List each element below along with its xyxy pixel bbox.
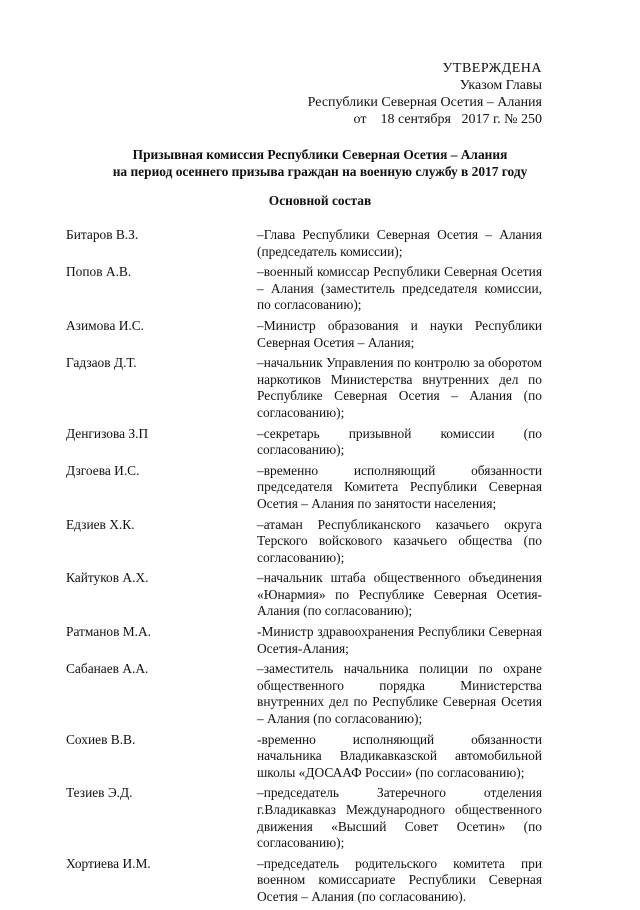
member-row [0, 227, 640, 260]
member-role: –председатель Затеречного отделения г.Владикавказ Международного общественного движения «Высший Совет Осетин» (по согласованию); [257, 785, 542, 851]
member-role: –Глава Республики Северная Осетия – Алания (председатель комиссии); [257, 227, 542, 259]
approval-line-2: Республики Северная Осетия – Алания [307, 95, 542, 110]
member-name: Битаров В.З. [66, 227, 139, 242]
member-role: –начальник штаба общественного объединения «Юнармия» по Республике Северная Осетия-Алания (по согласованию); [257, 570, 542, 619]
composition-subheading: Основной состав [268, 193, 372, 208]
member-row [0, 785, 640, 851]
member-name: Тезиев Э.Д. [66, 785, 133, 801]
heading-line-1: Призывная комиссия Республики Северная Осетия – Алания [132, 147, 508, 162]
member-name: Кайтуков А.Х. [66, 570, 149, 586]
member-role: -временно исполняющий обязанности начальника Владикавказской автомобильной школы «ДОСААФ России» (по согласованию); [257, 731, 542, 780]
member-role: –военный комиссар Республики Северная Осетия – Алания (заместитель председателя комиссии, по согласованию); [257, 264, 542, 313]
member-row [0, 426, 640, 459]
member-role: –секретарь призывной комиссии (по согласованию); [257, 425, 542, 458]
member-name: Попов А.В. [66, 264, 132, 280]
approval-line-3: от 18 сентября 2017 г. № 250 [353, 112, 542, 127]
member-role: –начальник Управления по контролю за оборотом наркотиков Министерства внутренних дел по Республике Северная Осетия – Алания (по согласованию); [257, 355, 542, 420]
member-name: Ратманов М.А. [66, 624, 152, 640]
member-name: Сохиев В.В. [66, 731, 136, 747]
member-row [0, 355, 640, 421]
member-row [0, 661, 640, 727]
member-role: –председатель родительского комитета при военном комиссариате Республики Северная Осетия – Алания (по согласованию). [257, 855, 542, 904]
member-row [0, 318, 640, 351]
member-name: Гадзаов Д.Т. [66, 355, 137, 371]
heading-line-2: на период осеннего призыва граждан на военную службу в 2017 году [112, 164, 528, 179]
approval-title: УТВЕРЖДЕНА [442, 61, 542, 76]
member-role: –Министр образования и науки Республики Северная Осетия – Алания; [257, 317, 542, 350]
member-name: Денгизова З.П [66, 425, 149, 441]
member-role: –атаман Республиканского казачьего округа Терского войскового казачьего общества (по согласованию); [257, 516, 542, 565]
approval-line-1: Указом Главы [459, 78, 542, 93]
approval-stamp [270, 60, 542, 128]
member-name: Азимова И.С. [66, 317, 145, 333]
member-row [0, 463, 640, 513]
member-name: Дзгоева И.С. [66, 462, 140, 478]
member-row [0, 732, 640, 782]
member-row [0, 856, 640, 906]
member-role: –временно исполняющий обязанности председателя Комитета Республики Северная Осетия – Алания по занятости населения; [257, 462, 542, 511]
member-name: Сабанаев А.А. [66, 661, 149, 677]
member-role: -Министр здравоохранения Республики Северная Осетия-Алания; [257, 624, 542, 656]
member-list [0, 227, 640, 910]
member-row [0, 570, 640, 620]
member-name: Едзиев Х.К. [66, 516, 135, 532]
member-role: –заместитель начальника полиции по охране общественного порядка Министерства внутренних дел по Республике Северная Осетия – Алания (по согласованию); [257, 661, 542, 727]
member-name: Хортиева И.М. [66, 855, 151, 871]
member-row [0, 624, 640, 657]
member-row [0, 264, 640, 314]
member-row [0, 517, 640, 567]
document-heading [40, 146, 600, 180]
